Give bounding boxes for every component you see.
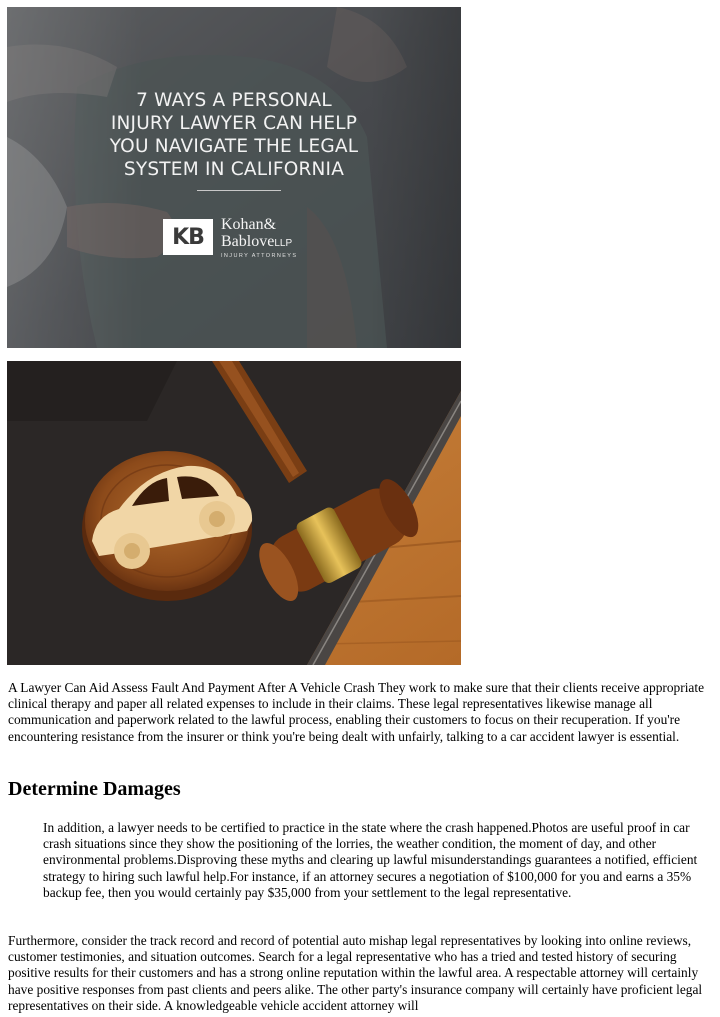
banner-divider (197, 190, 281, 191)
gavel-car-photo (7, 361, 461, 665)
intro-paragraph: A Lawyer Can Aid Assess Fault And Payment After A Vehicle Crash They work to make sure that their clients receive appropriate clinical therapy and paper all related expenses to include in their claims. These legal representatives likewise manage all communication and paperwork related to the lawful process, enabling their customers to focus on their recuperation. If you're encountering resistance from the insurer or think you're being dealt with unfairly, talking to a car accident lawyer is essential. (8, 680, 705, 744)
banner-title-line: INJURY LAWYER CAN HELP (110, 113, 358, 134)
logo-name-first: Kohan (221, 216, 264, 233)
logo-tagline: INJURY ATTORNEYS (221, 253, 298, 259)
logo-name-second: Bablove (221, 233, 275, 250)
gavel-car-illustration (7, 361, 461, 665)
banner-title-line: YOU NAVIGATE THE LEGAL (109, 136, 359, 157)
banner-title-line: 7 WAYS A PERSONAL (136, 90, 332, 111)
body-paragraph: Furthermore, consider the track record and record of potential auto mishap legal representatives by looking into online reviews, customer testimonies, and situation outcomes. Search for a legal representative who has a tried and tested history of securing positive results for their customers and has a strong online reputation within the lawful area. A respectable attorney will certainly have positive responses from past clients and peers alike. The other party's insurance company will certainly have proficient legal representatives on their side. A knowledgeable vehicle accident attorney will (8, 933, 703, 1013)
blockquote-paragraph: In addition, a lawyer needs to be certified to practice in the state where the crash happened.Photos are useful proof in car crash situations since they show the positioning of the lorries, the weather condition, the moment of day, and other environmental problems.Disproving these myths and clearing up lawful misunderstandings guarantees a notified, efficient strategy to hiring such lawful help.For instance, if an attorney secures a negotiation of $100,000 for you and earns a 35% backup fee, then you would certainly pay $35,000 from your settlement to the legal representative. (43, 820, 698, 900)
banner-title-line: SYSTEM IN CALIFORNIA (123, 159, 345, 180)
logo-mark-text: KB (172, 224, 204, 250)
section-heading: Determine Damages (8, 778, 181, 800)
logo-ampersand: & (263, 216, 277, 233)
logo-wordmark (221, 216, 292, 252)
hero-banner-image (7, 7, 461, 348)
logo-mark (163, 219, 213, 255)
banner-title (7, 89, 461, 181)
logo-llp: LLP (274, 238, 293, 249)
